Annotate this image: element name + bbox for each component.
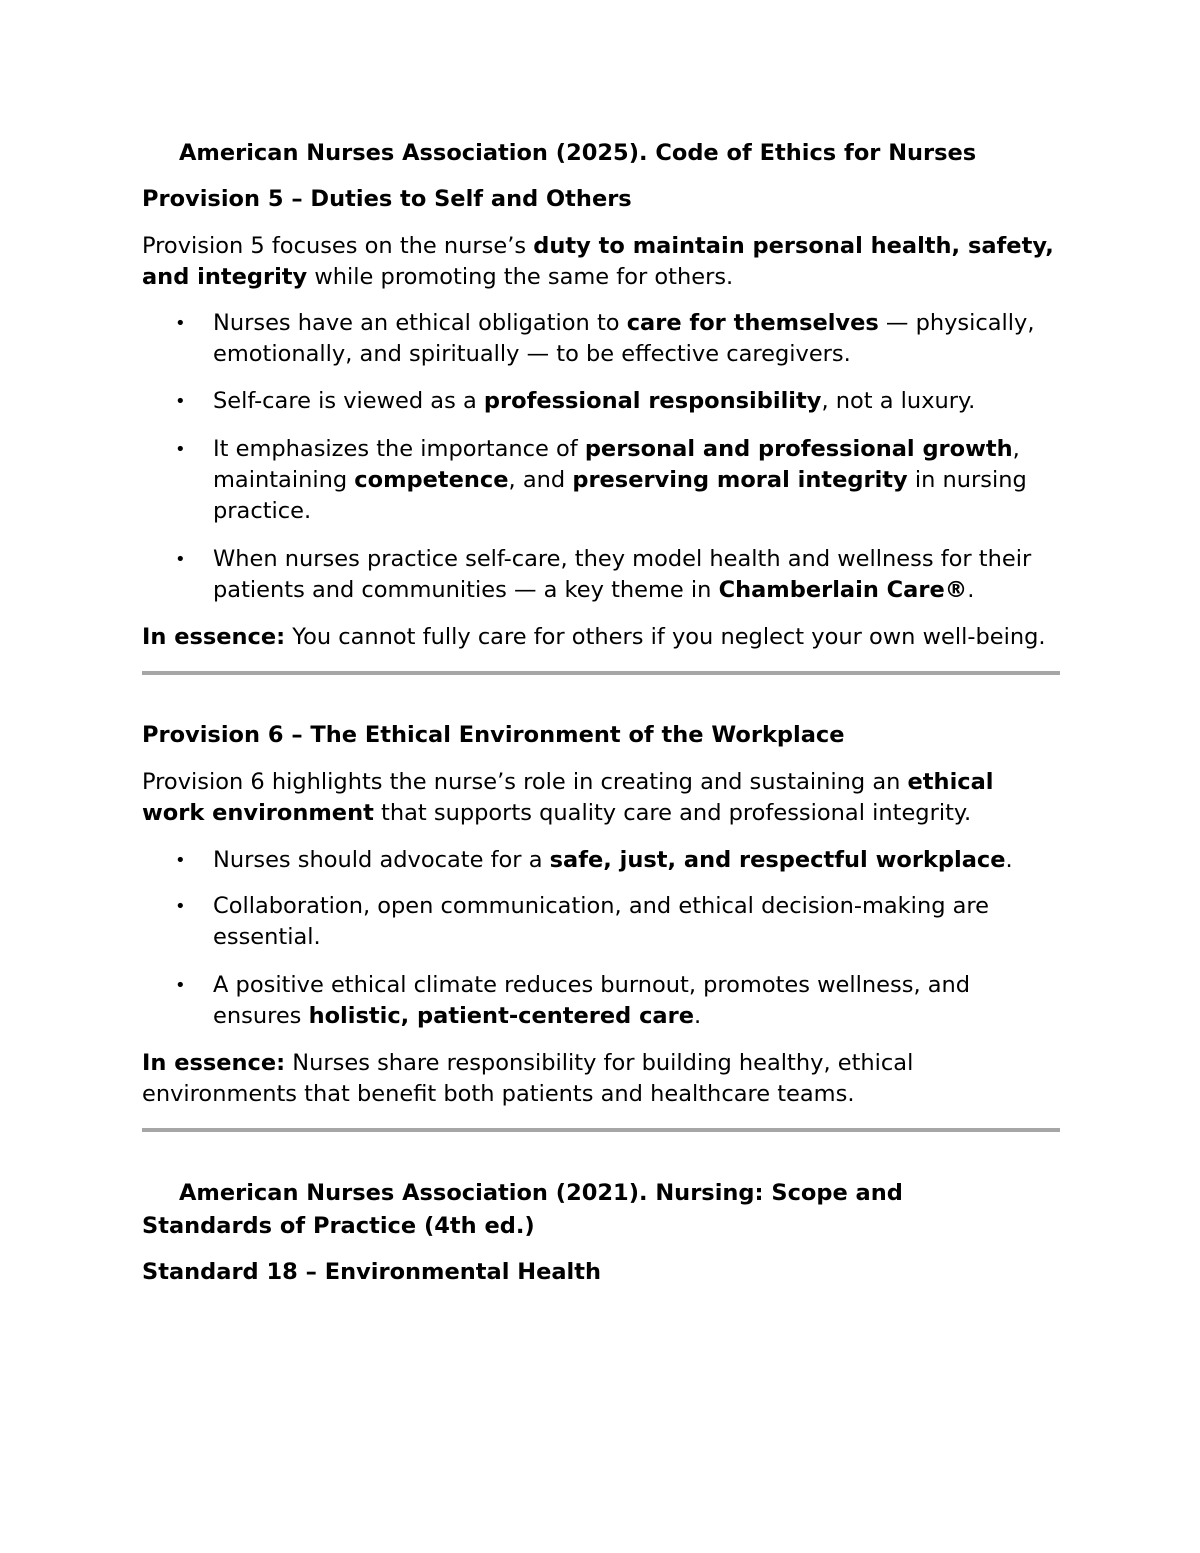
list-item: • A positive ethical climate reduces burnout, promotes wellness, and ensures holistic, patient-centered care. — [175, 972, 971, 1029]
provision-5-essence: In essence: You cannot fully care for others if you neglect your own well-being. — [142, 624, 1046, 650]
provision-6-essence: In essence: Nurses share responsibility for building healthy, ethical environments that benefit both patients and healthcare teams. — [142, 1050, 914, 1107]
ethics-citation-title: American Nurses Association (2025). Code of Ethics for Nurses — [179, 140, 977, 166]
list-item: • Self-care is viewed as a professional responsibility, not a luxury. — [142, 386, 1060, 417]
list-item: • Collaboration, open communication, and ethical decision-making are essential. — [175, 893, 990, 950]
list-item: • Nurses should advocate for a safe, just, and respectful workplace. — [142, 845, 1060, 876]
standard-18-heading: Standard 18 – Environmental Health — [142, 1259, 602, 1285]
section-divider — [142, 1128, 1060, 1132]
bullet-icon: • — [175, 313, 186, 334]
provision-5-intro: Provision 5 focuses on the nurse’s duty to maintain personal health, safety, and integrity while promoting the same for others. — [142, 233, 1054, 290]
list-item: • Nurses have an ethical obligation to care for themselves — physically, emotionally, and spiritually — to be effective caregivers. — [175, 310, 1035, 367]
list-item: • When nurses practice self-care, they model health and wellness for their patients and communities — a key theme in Chamberlain Care®. — [175, 546, 1032, 603]
section-divider — [142, 671, 1060, 675]
provision-5-heading: Provision 5 – Duties to Self and Others — [142, 186, 632, 212]
bullet-icon: • — [175, 439, 186, 460]
document-page — [142, 138, 1060, 1288]
provision-6-bullet-list — [142, 845, 1060, 1032]
list-item: • It emphasizes the importance of personal and professional growth, maintaining competence, and preserving moral integrity in nursing practice. — [175, 436, 1027, 524]
bullet-icon: • — [175, 549, 186, 570]
standards-citation-title: American Nurses Association (2021). Nursing: Scope and Standards of Practice (4th ed.) — [142, 1180, 903, 1239]
bullet-icon: • — [175, 850, 186, 871]
provision-5-bullet-list — [142, 308, 1060, 606]
bullet-icon: • — [175, 391, 186, 412]
provision-6-heading: Provision 6 – The Ethical Environment of the Workplace — [142, 722, 845, 748]
bullet-icon: • — [175, 975, 186, 996]
bullet-icon: • — [175, 896, 186, 917]
provision-6-intro: Provision 6 highlights the nurse’s role in creating and sustaining an ethical work environment that supports quality care and professional integrity. — [142, 769, 994, 826]
